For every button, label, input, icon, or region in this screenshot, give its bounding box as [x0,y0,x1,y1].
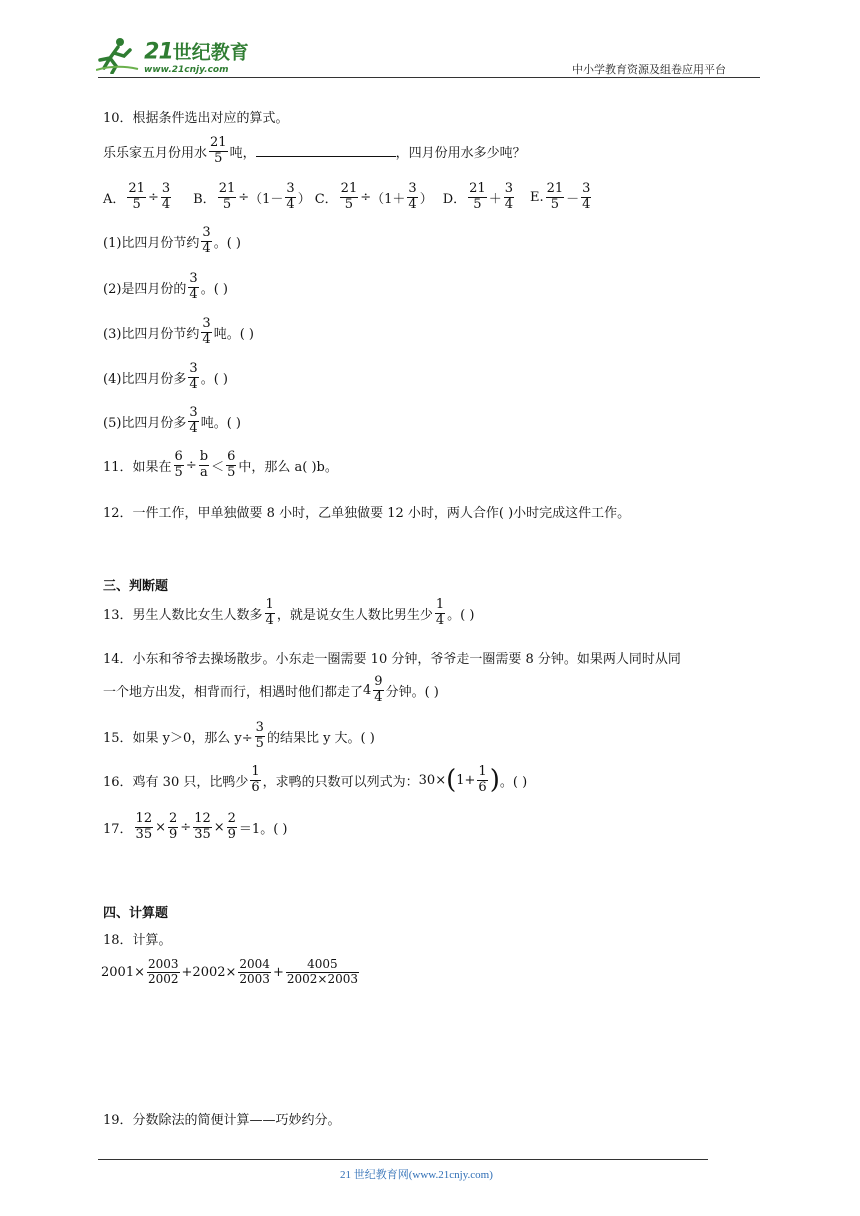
fraction: $\frac{3}{4}$ [408,181,417,212]
sub-text: (5)比四月份多 [103,415,187,431]
expr-text: + [272,964,284,980]
operator: ＜ [211,459,225,475]
fraction: $\frac{3}{5}$ [255,720,264,751]
fraction: $\frac{3}{4}$ [202,225,211,256]
logo-url: www.21cnjy.com [144,65,229,75]
q10-stem-text: 乐乐家五月份用水 [103,145,208,161]
q16-text: ，求鸭的只数可以列式为： [262,774,419,790]
fraction: $\frac{9}{4}$ [374,674,383,705]
fraction: $\frac{3}{4}$ [189,271,198,302]
option-label: D． [442,191,467,207]
sub-text: (2)是四月份的 [103,281,187,297]
header-divider [98,77,760,78]
fraction: $\frac{1}{6}$ [478,764,487,795]
logo-number: 21 [144,39,173,65]
answer-paren[interactable]: 。( ) [499,774,528,790]
sub-text: (3)比四月份节约 [103,326,200,342]
fraction: $\frac{2003}{2002}$ [147,957,179,986]
q11-text: 中，那么 a( )b。 [238,459,338,475]
q18-expression [101,958,361,987]
expr-text: +2002× [181,964,237,980]
operator: ÷ [147,189,159,205]
fraction: $\frac{3}{4}$ [202,316,211,347]
fraction: $\frac{3}{4}$ [582,181,591,212]
answer-paren[interactable]: 。( ) [213,235,241,251]
q10-sub-3 [103,317,254,348]
fraction: $\frac{3}{4}$ [161,181,171,212]
fraction: $\frac{2}{9}$ [227,811,236,842]
q13-text: 13．男生人数比女生人数多 [103,607,263,623]
fraction: $\frac{21}{5}$ [210,135,227,166]
q10-stem-text: 吨， [229,145,256,161]
fraction: $\frac{3}{4}$ [504,181,513,212]
answer-blank[interactable] [256,146,396,157]
q11 [103,450,338,481]
option-label: A． [103,191,126,207]
q19-title: 19．分数除法的简便计算——巧妙约分。 [103,1113,341,1128]
footer-divider [98,1159,708,1160]
fraction: $\frac{3}{4}$ [189,361,198,392]
q10-sub-1 [103,226,241,257]
answer-paren[interactable]: ＝1。( ) [238,821,288,837]
expr-text: 30× [418,772,447,788]
answer-paren[interactable]: 分钟。( ) [385,684,439,700]
sub-text: (4)比四月份多 [103,371,187,387]
operator: ） [297,191,311,207]
answer-paren[interactable]: 。( ) [447,607,475,623]
q15-text: 15．如果 y＞0，那么 y÷ [103,730,253,746]
q10-sub-2 [103,272,228,303]
fraction: $\frac{1}{4}$ [265,597,274,628]
option-label: C． [314,191,338,207]
q10-title: 10．根据条件选出对应的算式。 [103,111,289,126]
footer-link[interactable]: 21 世纪教育网(www.21cnjy.com) [340,1169,493,1181]
q13-text: ，就是说女生人数比男生少 [276,607,433,623]
section-title: 四、计算题 [103,906,169,921]
fraction: $\frac{21}{5}$ [546,181,564,212]
q11-text: 11．如果在 [103,459,172,475]
fraction: $\frac{b}{a}$ [199,449,209,480]
operator: （1＋ [371,191,406,207]
operator: ÷ [360,189,372,205]
fraction: $\frac{3}{4}$ [189,405,198,436]
platform-name: 中小学教育资源及组卷应用平台 [572,63,726,76]
answer-paren[interactable]: 的结果比 y 大。( ) [266,730,375,746]
fraction: $\frac{6}{5}$ [174,449,183,480]
operator: × [213,819,225,835]
fraction: $\frac{12}{35}$ [194,811,211,842]
q10-stem-text: ，四月份用水多少吨？ [395,145,526,161]
fraction: $\frac{4005}{2002\times 2003}$ [286,957,358,986]
operator: × [155,819,166,835]
fraction: $\frac{2}{9}$ [169,811,178,842]
q10-stem [103,136,526,167]
q13 [103,598,474,629]
q18-title: 18．计算。 [103,933,172,948]
operator: （1－ [249,191,284,207]
fraction: $\frac{2004}{2003}$ [239,957,270,986]
q14-text: 一个地方出发，相背而行，相遇时他们都走了 [103,684,364,700]
operator: ＋ [488,191,502,207]
runner-logo-icon [96,36,140,74]
q10-sub-5 [103,406,241,437]
fraction: $\frac{21}{5}$ [469,181,486,212]
fraction: $\frac{6}{5}$ [227,449,236,480]
fraction: $\frac{21}{5}$ [128,181,145,212]
q12: 12．一件工作，甲单独做要 8 小时，乙单独做要 12 小时，两人合作( )小时完成这件工作。 [103,506,631,521]
fraction: $\frac{21}{5}$ [218,181,236,212]
q10-options [103,182,593,213]
option-label: B． [193,191,216,207]
fraction: $\frac{21}{5}$ [340,181,358,212]
option-label: E. [529,189,544,205]
operator: ÷ [238,189,250,205]
q17-label: 17． [103,821,133,837]
operator: ） [419,191,433,207]
logo-text: 世纪教育 [172,41,249,64]
section-title: 三、判断题 [103,579,169,594]
operator: ÷ [180,819,192,835]
left-paren: ( [446,765,457,796]
q14-line1: 14．小东和爷爷去操场散步。小东走一圈需要 10 分钟，爷爷走一圈需要 8 分钟。如果两人同时从同 [103,652,681,667]
q14-line2 [103,675,439,706]
q10-sub-4 [103,362,228,393]
sub-text: (1)比四月份节约 [103,235,200,251]
q15 [103,721,375,752]
expr-text: 1+ [456,772,476,788]
fraction: $\frac{1}{4}$ [435,597,445,628]
right-paren: ) [489,765,500,796]
q16-text: 16．鸡有 30 只，比鸭少 [103,774,249,790]
answer-paren[interactable]: 。( ) [200,371,228,387]
answer-paren[interactable]: 。( ) [200,281,228,297]
q17 [103,812,287,843]
q16 [103,765,527,796]
fraction: $\frac{1}{6}$ [251,764,260,795]
answer-paren[interactable]: 吨。( ) [213,326,254,342]
mixed-whole: 4 [363,682,372,698]
fraction: $\frac{3}{4}$ [286,181,295,212]
answer-paren[interactable]: 吨。( ) [200,415,241,431]
operator: － [566,191,580,207]
expr-text: 2001× [101,964,145,980]
operator: ÷ [185,457,197,473]
fraction: $\frac{12}{35}$ [135,811,153,842]
